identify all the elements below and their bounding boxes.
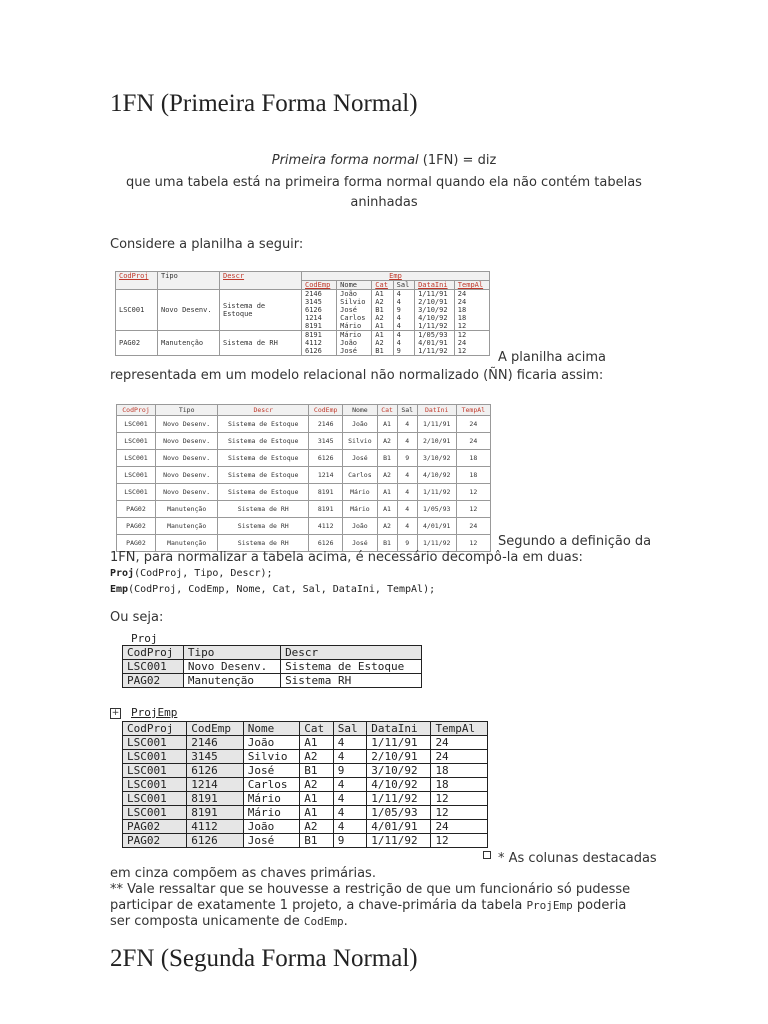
- col-codproj: CodProj: [119, 272, 149, 280]
- flat-cell: A2: [377, 467, 397, 484]
- flat-header-cell: Descr: [218, 405, 309, 416]
- note-e-post: .: [343, 914, 348, 929]
- projemp-header-cell: TempAl: [431, 722, 488, 736]
- flat-cell: 8191: [309, 484, 343, 501]
- flat-cell: B1: [377, 450, 397, 467]
- projemp-cell: 9: [333, 834, 366, 848]
- cell: A1 A2 B1 A2 A1: [372, 290, 393, 331]
- projemp-cell: 9: [333, 764, 366, 778]
- projemp-cell: A2: [300, 750, 333, 764]
- projemp-cell: PAG02: [123, 834, 187, 848]
- flat-cell: 18: [456, 450, 490, 467]
- projemp-header-cell: Nome: [243, 722, 300, 736]
- projemp-cell: 12: [431, 834, 488, 848]
- flat-cell: Novo Desenv.: [155, 433, 217, 450]
- section-title-2fn: 2FN (Segunda Forma Normal): [110, 945, 418, 972]
- col-dataini: DataIni: [418, 281, 448, 289]
- section-title-1fn: 1FN (Primeira Forma Normal): [110, 90, 418, 117]
- projemp-table-row: [123, 736, 488, 750]
- projemp-cell: LSC001: [123, 764, 187, 778]
- nested-table: [115, 271, 490, 356]
- projemp-cell: 18: [431, 764, 488, 778]
- note-d-code: ProjEmp: [526, 899, 573, 912]
- projemp-cell: João: [243, 736, 300, 750]
- flat-cell: 3/10/92: [417, 450, 456, 467]
- projemp-cell: 1/11/91: [367, 736, 431, 750]
- projemp-cell: 8191: [187, 806, 244, 820]
- projemp-cell: 18: [431, 778, 488, 792]
- projemp-cell: 24: [431, 750, 488, 764]
- note-c: ** Vale ressaltar que se houvesse a restrição de que um funcionário só pudesse: [110, 882, 631, 897]
- projemp-header-cell: CodEmp: [187, 722, 244, 736]
- flat-table-row: [117, 518, 491, 535]
- proj-cell: Sistema de Estoque: [281, 660, 422, 674]
- note-b: em cinza compõem as chaves primárias.: [110, 866, 376, 881]
- projemp-header-cell: DataIni: [367, 722, 431, 736]
- projemp-cell: 4: [333, 750, 366, 764]
- cell: Mário João José: [337, 331, 372, 356]
- flat-table-row: [117, 450, 491, 467]
- flat-cell: A2: [377, 433, 397, 450]
- intro-italic: Primeira forma normal: [271, 153, 419, 168]
- flat-table-header: [117, 405, 491, 416]
- projemp-cell: A1: [300, 736, 333, 750]
- proj-cell: Sistema RH: [281, 674, 422, 688]
- flat-cell: 1/05/93: [417, 501, 456, 518]
- flat-cell: Novo Desenv.: [155, 450, 217, 467]
- note-d-pre: participar de exatamente 1 projeto, a chave-primária da tabela: [110, 898, 527, 913]
- note-d-post: poderia: [572, 898, 627, 913]
- flat-cell: Carlos: [343, 467, 377, 484]
- projemp-cell: José: [243, 834, 300, 848]
- col-nome: Nome: [340, 281, 357, 289]
- cell: 4 4 9: [393, 331, 414, 356]
- flat-cell: A1: [377, 484, 397, 501]
- projemp-cell: LSC001: [123, 750, 187, 764]
- flat-cell: 9: [397, 450, 417, 467]
- flat-cell: 9: [397, 535, 417, 552]
- projemp-cell: PAG02: [123, 820, 187, 834]
- projemp-cell: 4: [333, 820, 366, 834]
- flat-cell: LSC001: [117, 484, 156, 501]
- projemp-cell: 3/10/92: [367, 764, 431, 778]
- proj-cell: Manutenção: [183, 674, 280, 688]
- projemp-table-header: [123, 722, 488, 736]
- projemp-cell: B1: [300, 764, 333, 778]
- projemp-cell: 4: [333, 792, 366, 806]
- flat-cell: Sistema de RH: [218, 535, 309, 552]
- cell: João Silvio José Carlos Mário: [337, 290, 372, 331]
- note-e-code: CodEmp: [303, 915, 344, 928]
- col-sal: Sal: [396, 281, 410, 289]
- proj-table-row: [123, 674, 422, 688]
- note-d: [110, 898, 626, 913]
- projemp-header-cell: Sal: [333, 722, 366, 736]
- projemp-cell: 12: [431, 806, 488, 820]
- projemp-cell: A1: [300, 806, 333, 820]
- flat-cell: Manutenção: [155, 501, 217, 518]
- proj-table: [122, 645, 422, 688]
- schema-proj: [110, 568, 273, 579]
- flat-cell: 18: [456, 467, 490, 484]
- ou-seja-text: Ou seja:: [110, 610, 164, 625]
- proj-cell: PAG02: [123, 674, 184, 688]
- flat-cell: 2/10/91: [417, 433, 456, 450]
- cell: Sistema de RH: [220, 331, 302, 356]
- projemp-cell: LSC001: [123, 792, 187, 806]
- projemp-cell: 4/10/92: [367, 778, 431, 792]
- flat-cell: Sistema de RH: [218, 501, 309, 518]
- flat-cell: José: [343, 535, 377, 552]
- nested-table-row: [116, 331, 490, 356]
- projemp-table-row: [123, 792, 488, 806]
- projemp-cell: Mário: [243, 792, 300, 806]
- projemp-header-cell: Cat: [300, 722, 333, 736]
- projemp-cell: José: [243, 764, 300, 778]
- projemp-cell: 8191: [187, 792, 244, 806]
- flat-cell: A1: [377, 416, 397, 433]
- proj-cell: Novo Desenv.: [183, 660, 280, 674]
- flat-cell: 4: [397, 501, 417, 518]
- projemp-cell: 24: [431, 820, 488, 834]
- note-a: * As colunas destacadas: [498, 851, 657, 866]
- projemp-cell: 6126: [187, 764, 244, 778]
- flat-cell: Sistema de Estoque: [218, 467, 309, 484]
- flat-cell: 1/11/92: [417, 484, 456, 501]
- flat-cell: PAG02: [117, 501, 156, 518]
- flat-cell: Sistema de RH: [218, 518, 309, 535]
- flat-cell: Novo Desenv.: [155, 467, 217, 484]
- projemp-cell: Mário: [243, 806, 300, 820]
- flat-cell: PAG02: [117, 535, 156, 552]
- flat-cell: 4112: [309, 518, 343, 535]
- projemp-cell: 12: [431, 792, 488, 806]
- projemp-cell: LSC001: [123, 806, 187, 820]
- flat-cell: 2146: [309, 416, 343, 433]
- nested-table-header: [116, 272, 490, 281]
- flat-cell: Sistema de Estoque: [218, 484, 309, 501]
- projemp-cell: A1: [300, 792, 333, 806]
- col-emp: Emp: [389, 272, 402, 280]
- projemp-cell: 4/01/91: [367, 820, 431, 834]
- projemp-cell: Carlos: [243, 778, 300, 792]
- flat-cell: Sistema de Estoque: [218, 416, 309, 433]
- flat-header-cell: Nome: [343, 405, 377, 416]
- flat-cell: 24: [456, 416, 490, 433]
- flat-cell: 8191: [309, 501, 343, 518]
- projemp-cell: A2: [300, 778, 333, 792]
- flat-cell: PAG02: [117, 518, 156, 535]
- projemp-header-cell: CodProj: [123, 722, 187, 736]
- proj-header-cell: Descr: [281, 646, 422, 660]
- move-handle-icon[interactable]: +: [111, 708, 120, 718]
- flat-cell: 1/11/91: [417, 416, 456, 433]
- flat-cell: Sistema de Estoque: [218, 433, 309, 450]
- schema-proj-attrs: (CodProj, Tipo, Descr);: [134, 568, 273, 579]
- projemp-table-row: [123, 764, 488, 778]
- flat-cell: 4: [397, 518, 417, 535]
- flat-cell: LSC001: [117, 450, 156, 467]
- projemp-cell: João: [243, 820, 300, 834]
- projemp-cell: 3145: [187, 750, 244, 764]
- schema-emp-name: Emp: [110, 584, 129, 595]
- segundo-text-a: Segundo a definição da: [498, 534, 652, 549]
- projemp-cell: LSC001: [123, 778, 187, 792]
- cell: 2146 3145 6126 1214 8191: [302, 290, 337, 331]
- projemp-cell: 1214: [187, 778, 244, 792]
- flat-cell: João: [343, 416, 377, 433]
- projemp-cell: 4: [333, 778, 366, 792]
- flat-table-row: [117, 501, 491, 518]
- flat-cell: Manutenção: [155, 535, 217, 552]
- col-descr: Descr: [223, 272, 245, 280]
- projemp-cell: 4: [333, 736, 366, 750]
- projemp-table-row: [123, 778, 488, 792]
- nested-table-row: [116, 290, 490, 331]
- projemp-cell: 1/05/93: [367, 806, 431, 820]
- flat-cell: Novo Desenv.: [155, 484, 217, 501]
- flat-table-row: [117, 416, 491, 433]
- cell: Sistema de Estoque: [220, 290, 302, 331]
- schema-proj-name: Proj: [110, 568, 135, 579]
- proj-header-cell: Tipo: [183, 646, 280, 660]
- projemp-caption: ProjEmp: [131, 706, 178, 719]
- flat-header-cell: DatIni: [417, 405, 456, 416]
- flat-cell: 4: [397, 467, 417, 484]
- proj-caption: Proj: [131, 632, 158, 645]
- cell: 4 4 9 4 4: [393, 290, 414, 331]
- flat-table-row: [117, 484, 491, 501]
- flat-table-row: [117, 535, 491, 552]
- cell: 24 24 18 18 12: [454, 290, 489, 331]
- flat-cell: 24: [456, 518, 490, 535]
- flat-cell: 12: [456, 501, 490, 518]
- col-tipo: Tipo: [161, 272, 178, 280]
- considere-text: Considere a planilha a seguir:: [110, 237, 304, 252]
- flat-header-cell: TempAl: [456, 405, 490, 416]
- flat-cell: Mário: [343, 501, 377, 518]
- flat-cell: 3145: [309, 433, 343, 450]
- projemp-table-row: [123, 820, 488, 834]
- planilha-text-a: A planilha acima: [498, 350, 607, 365]
- col-codemp: CodEmp: [305, 281, 331, 289]
- intro-line-1: [0, 153, 768, 168]
- flat-cell: 6126: [309, 450, 343, 467]
- note-e-pre: ser composta unicamente de: [110, 914, 304, 929]
- projemp-cell: 2/10/91: [367, 750, 431, 764]
- resize-handle-icon[interactable]: [483, 851, 491, 859]
- cell: 12 24 12: [454, 331, 489, 356]
- schema-emp-attrs: (CodProj, CodEmp, Nome, Cat, Sal, DataIni, TempAl);: [128, 584, 436, 595]
- cell: Novo Desenv.: [158, 290, 220, 331]
- flat-cell: 4/10/92: [417, 467, 456, 484]
- flat-cell: 6126: [309, 535, 343, 552]
- intro-rest: (1FN) = diz: [418, 153, 497, 168]
- intro-line-2: que uma tabela está na primeira forma normal quando ela não contém tabelas: [126, 175, 642, 190]
- intro-line-3: aninhadas: [350, 195, 418, 210]
- projemp-cell: 24: [431, 736, 488, 750]
- flat-cell: 4/01/91: [417, 518, 456, 535]
- flat-cell: 12: [456, 535, 490, 552]
- flat-cell: Mário: [343, 484, 377, 501]
- projemp-cell: LSC001: [123, 736, 187, 750]
- flat-cell: 1214: [309, 467, 343, 484]
- projemp-cell: 4112: [187, 820, 244, 834]
- flat-cell: A1: [377, 501, 397, 518]
- flat-cell: Manutenção: [155, 518, 217, 535]
- cell: LSC001: [116, 290, 158, 331]
- flat-header-cell: Tipo: [155, 405, 217, 416]
- projemp-table-row: [123, 806, 488, 820]
- projemp-cell: A2: [300, 820, 333, 834]
- col-tempal: TempAl: [457, 281, 484, 289]
- projemp-cell: B1: [300, 834, 333, 848]
- flat-cell: 4: [397, 416, 417, 433]
- cell: Manutenção: [158, 331, 220, 356]
- flat-cell: José: [343, 450, 377, 467]
- projemp-cell: Silvio: [243, 750, 300, 764]
- cell: 1/05/93 4/01/91 1/11/92: [415, 331, 455, 356]
- flat-cell: 1/11/92: [417, 535, 456, 552]
- col-cat: Cat: [375, 281, 388, 289]
- planilha-text-b: representada em um modelo relacional não normalizado (ÑN) ficaria assim:: [110, 368, 604, 383]
- projemp-table-row: [123, 834, 488, 848]
- flat-cell: LSC001: [117, 433, 156, 450]
- flat-table-row: [117, 467, 491, 484]
- flat-cell: Sistema de Estoque: [218, 450, 309, 467]
- flat-cell: 4: [397, 484, 417, 501]
- flat-cell: LSC001: [117, 416, 156, 433]
- projemp-cell: 6126: [187, 834, 244, 848]
- flat-cell: Silvio: [343, 433, 377, 450]
- schema-emp: [110, 584, 435, 595]
- proj-table-header: [123, 646, 422, 660]
- cell: 1/11/91 2/10/91 3/10/92 4/10/92 1/11/92: [415, 290, 455, 331]
- flat-table: [116, 404, 491, 552]
- projemp-table-row: [123, 750, 488, 764]
- flat-header-cell: CodEmp: [309, 405, 343, 416]
- flat-cell: Novo Desenv.: [155, 416, 217, 433]
- cell: PAG02: [116, 331, 158, 356]
- projemp-cell: 1/11/92: [367, 792, 431, 806]
- projemp-cell: 4: [333, 806, 366, 820]
- proj-header-cell: CodProj: [123, 646, 184, 660]
- projemp-cell: 1/11/92: [367, 834, 431, 848]
- cell: A1 A2 B1: [372, 331, 393, 356]
- flat-header-cell: CodProj: [117, 405, 156, 416]
- flat-cell: 4: [397, 433, 417, 450]
- cell: 8191 4112 6126: [302, 331, 337, 356]
- flat-header-cell: Sal: [397, 405, 417, 416]
- flat-table-row: [117, 433, 491, 450]
- flat-cell: 12: [456, 484, 490, 501]
- proj-cell: LSC001: [123, 660, 184, 674]
- segundo-text-b: 1FN, para normalizar a tabela acima, é necessário decompô-la em duas:: [110, 550, 583, 565]
- flat-cell: B1: [377, 535, 397, 552]
- flat-cell: LSC001: [117, 467, 156, 484]
- note-e: [110, 914, 348, 929]
- flat-cell: A2: [377, 518, 397, 535]
- flat-header-cell: Cat: [377, 405, 397, 416]
- flat-cell: 24: [456, 433, 490, 450]
- projemp-table: [122, 721, 488, 848]
- projemp-cell: 2146: [187, 736, 244, 750]
- proj-table-row: [123, 660, 422, 674]
- flat-cell: João: [343, 518, 377, 535]
